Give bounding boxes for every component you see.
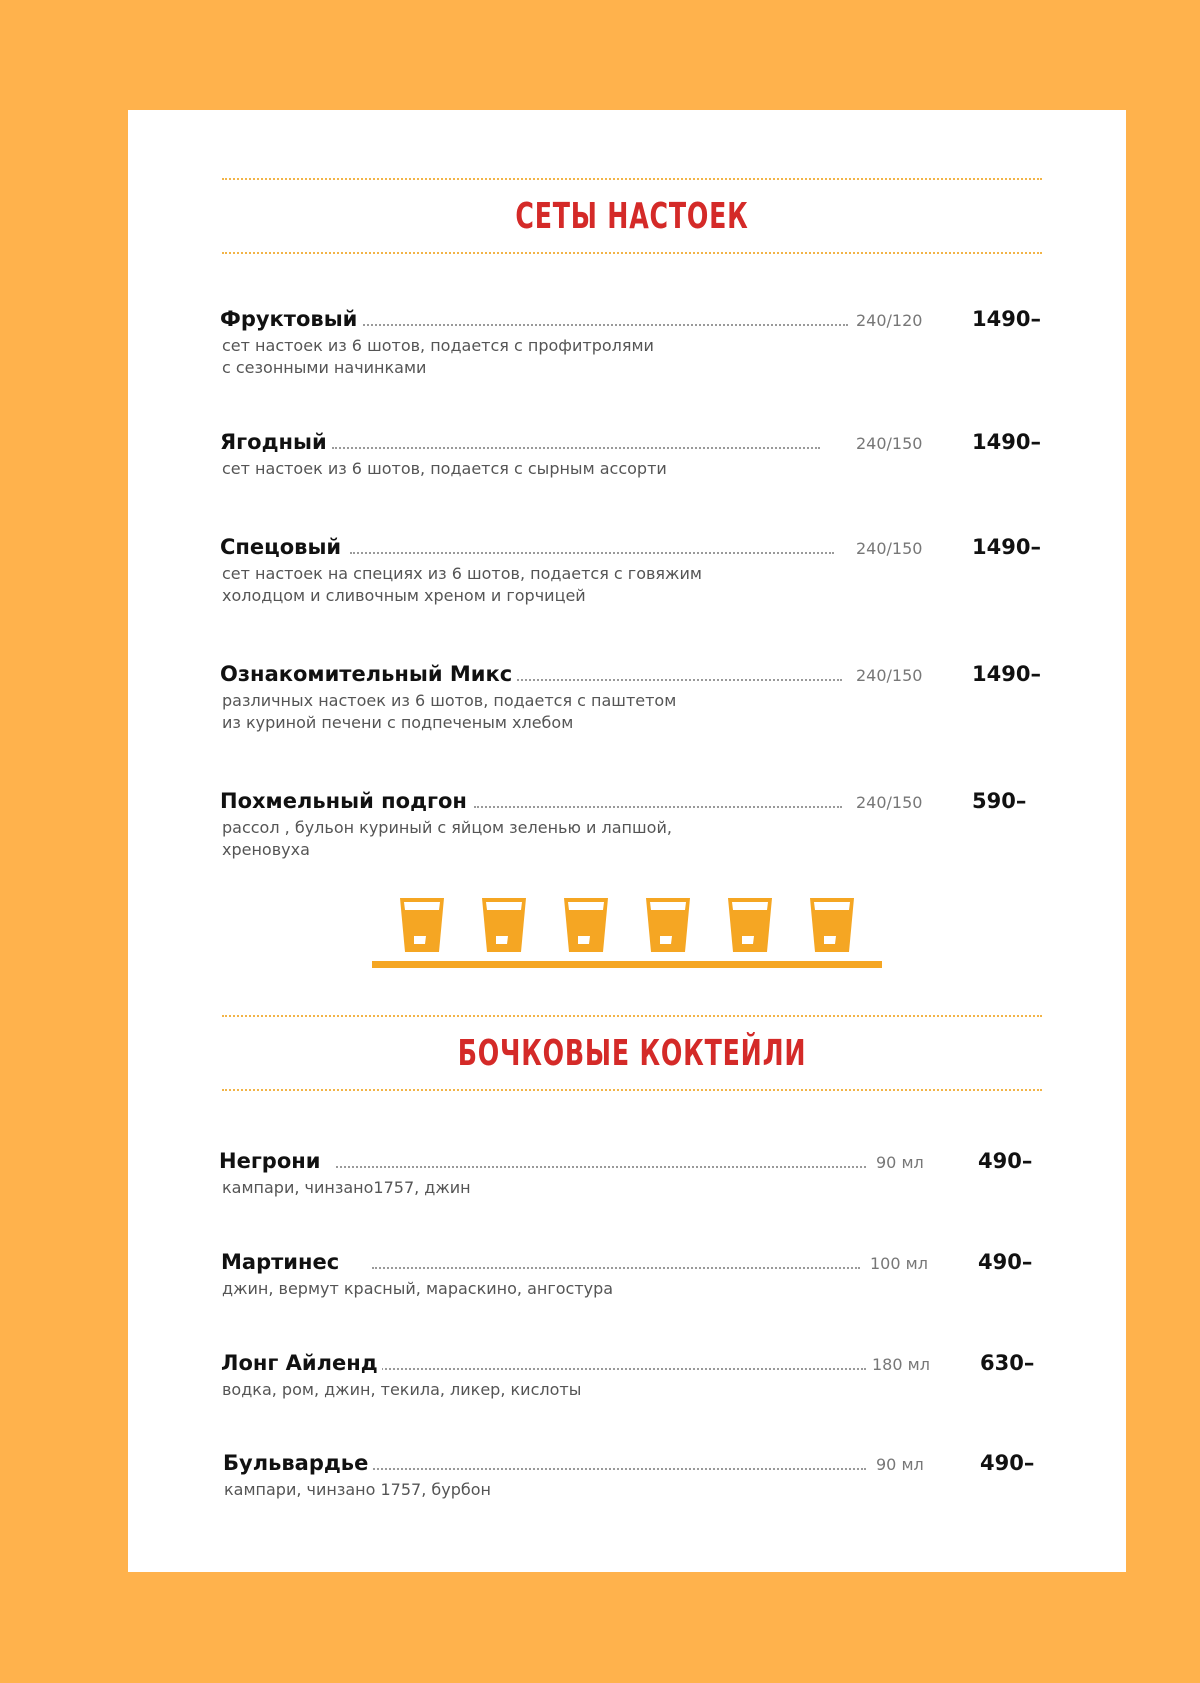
item-description: водка, ром, джин, текила, ликер, кислоты <box>222 1380 582 1399</box>
item-price: 630– <box>980 1351 1035 1375</box>
item-description: кампари, чинзано 1757, бурбон <box>224 1480 491 1499</box>
shot-glass-icon <box>646 898 690 952</box>
section-divider-top <box>222 1015 1042 1017</box>
item-description: сет настоек из 6 шотов, подается с сырным ассорти <box>222 459 667 478</box>
menu-item <box>0 1349 1200 1439</box>
item-name: Лонг Айленд <box>221 1349 382 1377</box>
item-volume: 240/150 <box>856 666 923 685</box>
item-price: 1490– <box>972 307 1041 331</box>
item-name: Ягодный <box>220 428 331 456</box>
shot-glass-icon <box>728 898 772 952</box>
item-description: сет настоек на специях из 6 шотов, подается с говяжим холодцом и сливочным хреном и горчицей <box>222 564 702 605</box>
item-price: 1490– <box>972 535 1041 559</box>
item-volume: 180 мл <box>872 1355 930 1374</box>
item-volume: 240/150 <box>856 793 923 812</box>
item-volume: 100 мл <box>870 1254 928 1273</box>
item-price: 1490– <box>972 430 1041 454</box>
item-price: 1490– <box>972 662 1041 686</box>
section-divider-bottom <box>222 1089 1042 1091</box>
item-price: 490– <box>978 1250 1033 1274</box>
shot-glass-icon <box>400 898 444 952</box>
item-description: кампари, чинзано1757, джин <box>222 1178 471 1197</box>
menu-item <box>0 1248 1200 1338</box>
section-title-sets: СЕТЫ НАСТОЕК <box>515 196 749 237</box>
menu-item <box>0 1449 1200 1539</box>
item-name: Похмельный подгон <box>220 787 471 815</box>
item-description: сет настоек из 6 шотов, подается с профитролями с сезонными начинками <box>222 336 654 377</box>
shot-glass-icon <box>564 898 608 952</box>
item-name: Мартинес <box>221 1248 343 1276</box>
section-title-cocktails: БОЧКОВЫЕ КОКТЕЙЛИ <box>457 1033 807 1074</box>
item-volume: 240/150 <box>856 539 923 558</box>
item-name: Фруктовый <box>220 305 361 333</box>
item-description: различных настоек из 6 шотов, подается с паштетом из куриной печени с подпеченым хлебом <box>222 691 677 732</box>
shelf-bar <box>372 961 882 968</box>
item-description: рассол , бульон куриный с яйцом зеленью и лапшой, хреновуха <box>222 818 672 859</box>
item-volume: 240/120 <box>856 311 923 330</box>
item-name: Негрони <box>219 1147 324 1175</box>
item-price: 590– <box>972 789 1027 813</box>
item-volume: 90 мл <box>876 1455 924 1474</box>
item-description: джин, вермут красный, мараскино, ангостура <box>222 1279 614 1298</box>
shot-glass-icon <box>810 898 854 952</box>
item-volume: 240/150 <box>856 434 923 453</box>
item-volume: 90 мл <box>876 1153 924 1172</box>
item-name: Спецовый <box>220 533 345 561</box>
item-price: 490– <box>978 1149 1033 1173</box>
item-price: 490– <box>980 1451 1035 1475</box>
shot-glass-icon <box>482 898 526 952</box>
item-name: Бульвардье <box>223 1449 372 1477</box>
item-name: Ознакомительный Микс <box>220 660 516 688</box>
menu-item <box>0 1147 1200 1237</box>
